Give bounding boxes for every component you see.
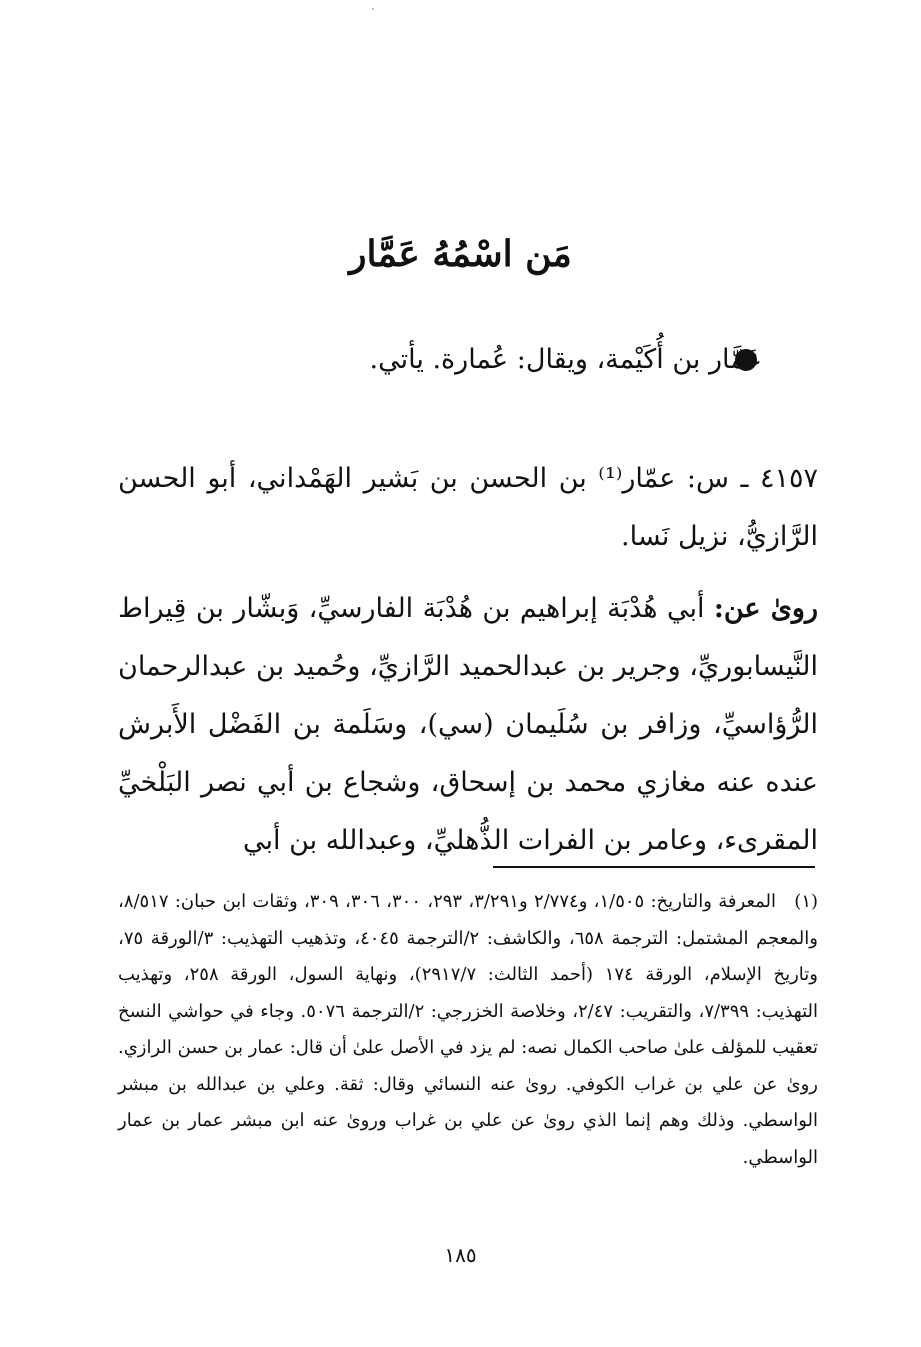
- narrated-from-label: روىٰ عن:: [713, 593, 818, 624]
- footnotes: [118, 884, 818, 1176]
- entry-body-paragraph: [118, 580, 818, 870]
- entry-body: أبي هُدْبَة إبراهيم بن هُدْبَة الفارسيِّ، وَبشّار بن قِيراط النَّيسابوريِّ، وجرير بن عبدالحميد الرَّازيِّ، وحُميد بن عبدالرحمان الرُّؤاسيِّ، وزافر بن سُلَيمان (سي)، وسَلَمة بن الفَضْل الأَبرش عنده عنه مغازي محمد بن إسحاق، وشجاع بن أبي نصر البَلْخيِّ المقرىء، وعامر بن الفرات الذُّهليِّ، وعبدالله بن أبي: [118, 593, 818, 856]
- entry-header-paragraph: [118, 450, 818, 566]
- entry-header: ـ س: عمّار⁽¹⁾ بن الحسن بن بَشير الهَمْداني، أبو الحسن الرَّازيُّ، نزيل نَسا.: [118, 463, 818, 552]
- page-number: ١٨٥: [444, 1243, 477, 1267]
- footnote-text: المعرفة والتاريخ: ١/٥٠٥، و٢/٧٧٤ و٣/٢٩١، ٢٩٣، ٣٠٠، ٣٠٦، ٣٠٩، وثقات ابن حبان: ٨/٥١٧، والمعجم المشتمل: الترجمة ٦٥٨، والكاشف: ٢/الترجمة ٤٠٤٥، وتذهيب التهذيب: ٣/الورقة ٧٥، وتاريخ الإسلام، الورقة ١٧٤ (أحمد الثالث: ٢٩١٧/٧)، ونهاية السول، الورقة ٢٥٨، وتهذيب التهذيب: ٧/٣٩٩، والتقريب: ٢/٤٧، وخلاصة الخزرجي: ٢/الترجمة ٥٠٧٦. وجاء في حواشي النسخ تعقيب للمؤلف علىٰ صاحب الكمال نصه: لم يزد في الأصل علىٰ أن قال: عمار بن حسن الرازي. روىٰ عن علي بن غراب الكوفي. روىٰ عنه النسائي وقال: ثقة. وعلي بن عبدالله بن مبشر الواسطي. وذلك وهم إنما الذي روىٰ عن علي بن غراب وروىٰ عنه ابن مبشر عمار بن عمار الواسطي.: [118, 891, 818, 1168]
- section-heading: مَن اسْمُهُ عَمَّار: [349, 233, 572, 275]
- bullet-entry: عَمَّار بن أُكَيْمة، ويقال: عُمارة. يأتي.: [369, 344, 762, 375]
- footnote-divider: [493, 866, 815, 868]
- main-entry-text: [118, 450, 818, 870]
- scan-speck: [372, 8, 374, 10]
- entry-number: ٤١٥٧: [759, 463, 818, 494]
- footnote-number: (١): [794, 891, 819, 912]
